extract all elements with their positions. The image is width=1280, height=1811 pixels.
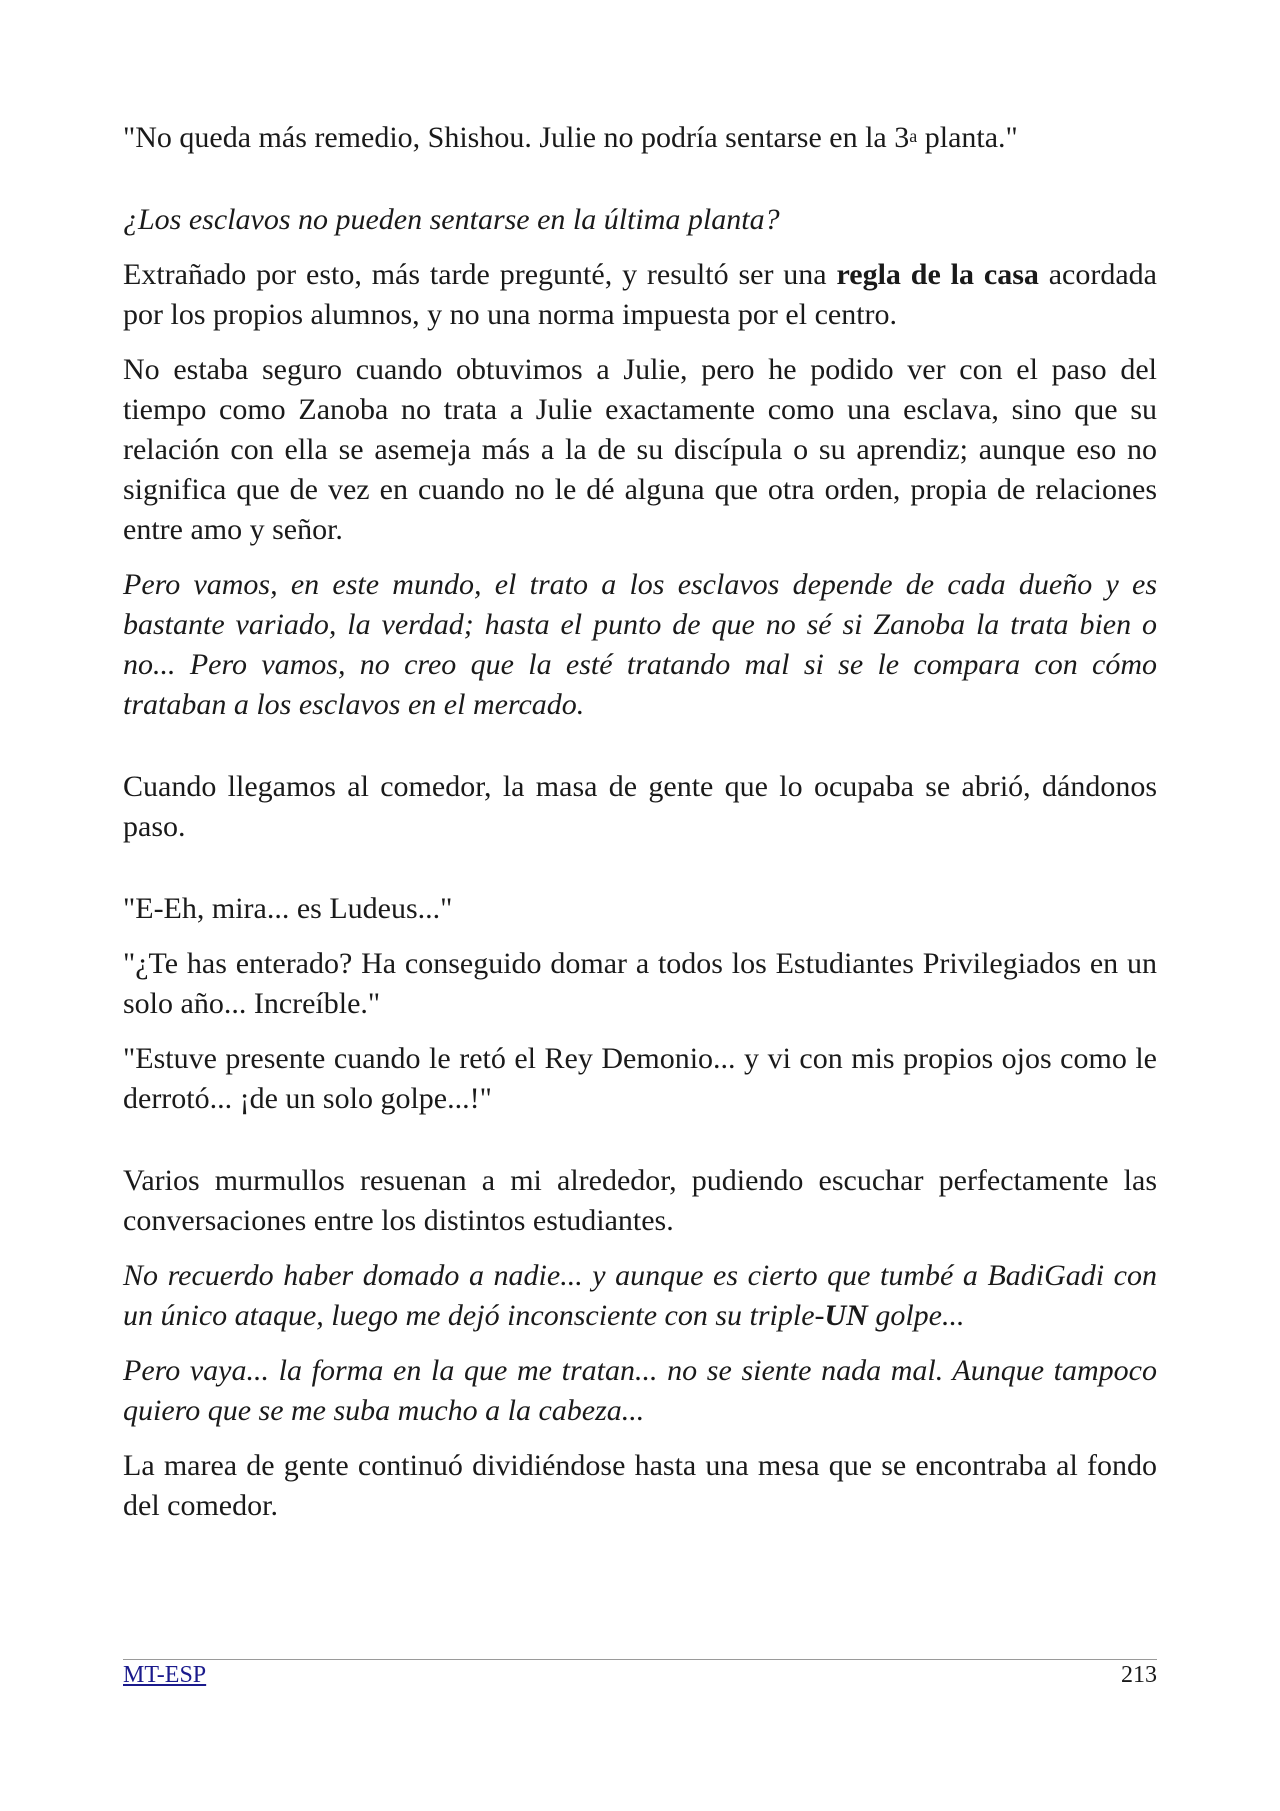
text-span: "No queda más remedio, Shishou. Julie no podría sentarse en la 3 xyxy=(123,121,910,154)
paragraph-murmurs: Varios murmullos resuenan a mi alrededor, pudiendo escuchar perfectamente las conversaciones entre los distintos estudiantes. xyxy=(123,1164,1157,1237)
superscript: a xyxy=(909,126,918,146)
paragraph-dialogue-privileged: "¿Te has enterado? Ha conseguido domar a todos los Estudiantes Privilegiados en un solo año... Increíble." xyxy=(123,947,1157,1020)
paragraph-house-rule xyxy=(123,255,1157,335)
text-span: Extrañado por esto, más tarde pregunté, y resultó ser una xyxy=(123,258,837,291)
paragraph-crowd-table: La marea de gente continuó dividiéndose hasta una mesa que se encontraba al fondo del comedor. xyxy=(123,1449,1157,1522)
paragraph-dining-hall: Cuando llegamos al comedor, la masa de gente que lo ocupaba se abrió, dándonos paso. xyxy=(123,770,1157,843)
bold-text: UN xyxy=(824,1299,868,1332)
paragraph-julie-relation: No estaba seguro cuando obtuvimos a Julie, pero he podido ver con el paso del tiempo como Zanoba no trata a Julie exactamente como una esclava, sino que su relación con ella se asemeja más a la de su discípula o su aprendiz; aunque eso no significa que de vez en cuando no le dé alguna que otra orden, propia de relaciones entre amo y señor. xyxy=(123,353,1157,546)
footer-link[interactable]: MT-ESP xyxy=(123,1662,207,1688)
page-footer xyxy=(123,1660,1157,1690)
paragraph-dialogue-ludeus: "E-Eh, mira... es Ludeus..." xyxy=(123,892,453,925)
text-span: acordada por los propios alumnos, y no una norma impuesta por el centro. xyxy=(123,258,1157,331)
text-span: No recuerdo haber domado a nadie... y aunque es cierto que tumbé a BadiGadi con un único ataque, luego me dejó inconsciente con su triple- xyxy=(123,1259,1157,1332)
paragraph-thought-treatment-feel: Pero vaya... la forma en la que me tratan... no se siente nada mal. Aunque tampoco quiero que se me suba mucho a la cabeza... xyxy=(123,1354,1157,1427)
paragraph-dialogue-demon-king: "Estuve presente cuando le retó el Rey Demonio... y vi con mis propios ojos como le derrotó... ¡de un solo golpe...!" xyxy=(123,1042,1157,1115)
text-span: planta." xyxy=(917,121,1018,154)
paragraph-thought-badigadi xyxy=(123,1256,1157,1336)
page-body xyxy=(123,118,1157,1526)
page-number: 213 xyxy=(1121,1662,1157,1688)
paragraph-thought-treatment: Pero vamos, en este mundo, el trato a los esclavos depende de cada dueño y es bastante variado, la verdad; hasta el punto de que no sé si Zanoba la trata bien o no... Pero vamos, no creo que la esté tratando mal si se le compara con cómo trataban a los esclavos en el mercado. xyxy=(123,568,1157,721)
text-span: golpe... xyxy=(867,1299,965,1332)
bold-text: regla de la casa xyxy=(836,258,1039,291)
paragraph-dialogue-shishou xyxy=(123,118,1157,158)
paragraph-thought-slaves: ¿Los esclavos no pueden sentarse en la última planta? xyxy=(123,203,780,236)
